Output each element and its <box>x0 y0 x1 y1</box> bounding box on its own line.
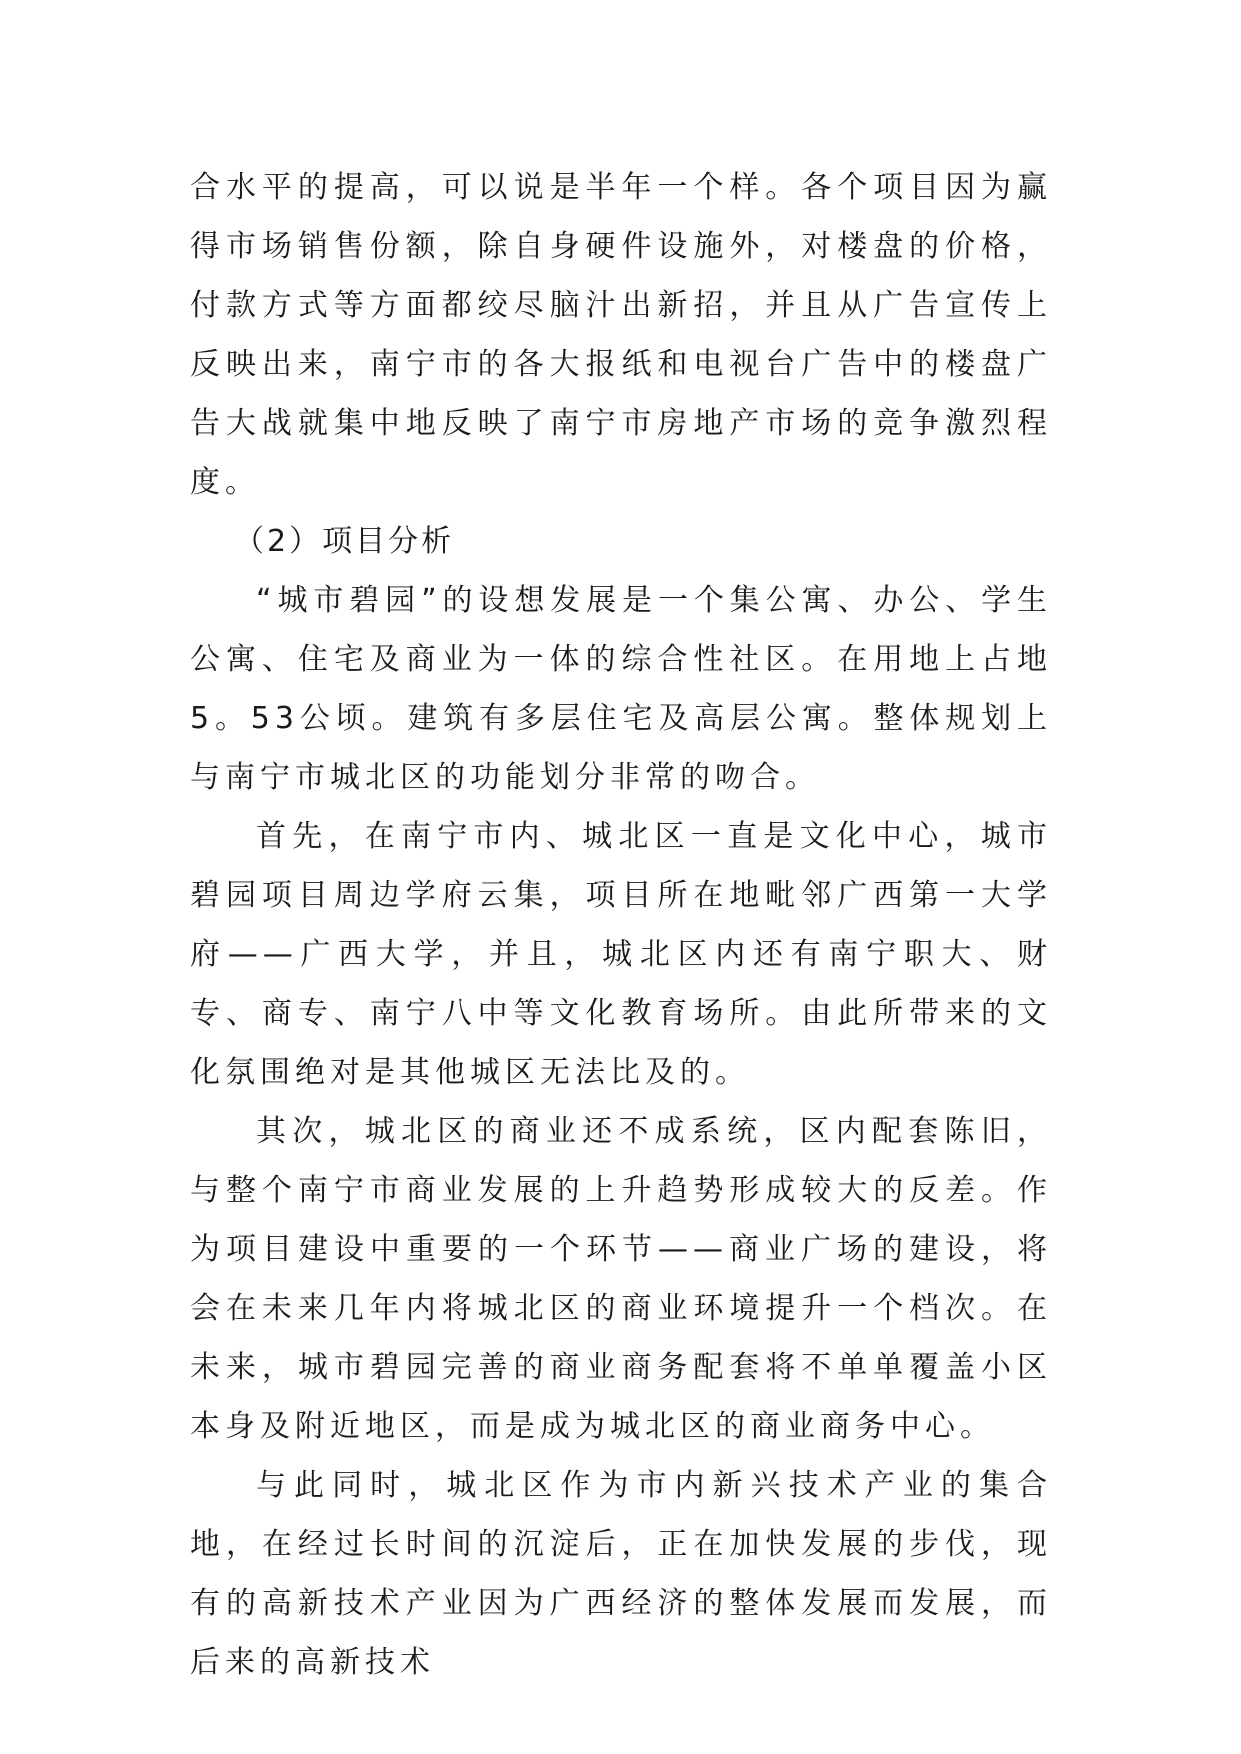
paragraph-commercial-development: 其次，城北区的商业还不成系统，区内配套陈旧，与整个南宁市商业发展的上升趋势形成较大的反差。作为项目建设中重要的一个环节——商业广场的建设，将会在未来几年内将城北区的商业环境提升一个档次。在未来，城市碧园完善的商业商务配套将不单单覆盖小区本身及附近地区，而是成为城北区的商业商务中心。 <box>190 1114 1052 1444</box>
paragraph-tech-industry: 与此同时，城北区作为市内新兴技术产业的集合地，在经过长时间的沉淀后，正在加快发展的步伐，现有的高新技术产业因为广西经济的整体发展而发展，而后来的高新技术 <box>190 1468 1052 1680</box>
paragraph-market-competition: 合水平的提高，可以说是半年一个样。各个项目因为赢得市场销售份额，除自身硬件设施外，对楼盘的价格，付款方式等方面都绞尽脑汁出新招，并且从广告宣传上反映出来，南宁市的各大报纸和电视台广告中的楼盘广告大战就集中地反映了南宁市房地产市场的竞争激烈程度。 <box>190 170 1052 500</box>
paragraph-cultural-center: 首先，在南宁市内、城北区一直是文化中心，城市碧园项目周边学府云集，项目所在地毗邻广西第一大学府——广西大学，并且，城北区内还有南宁职大、财专、商专、南宁八中等文化教育场所。由此所带来的文化氛围绝对是其他城区无法比及的。 <box>190 819 1052 1090</box>
document-page <box>190 158 1052 1692</box>
section-heading-project-analysis: （2）项目分析 <box>234 524 455 559</box>
paragraph-project-concept: “城市碧园”的设想发展是一个集公寓、办公、学生公寓、住宅及商业为一体的综合性社区。在用地上占地5。53公顷。建筑有多层住宅及高层公寓。整体规划上与南宁市城北区的功能划分非常的吻合。 <box>190 583 1052 795</box>
